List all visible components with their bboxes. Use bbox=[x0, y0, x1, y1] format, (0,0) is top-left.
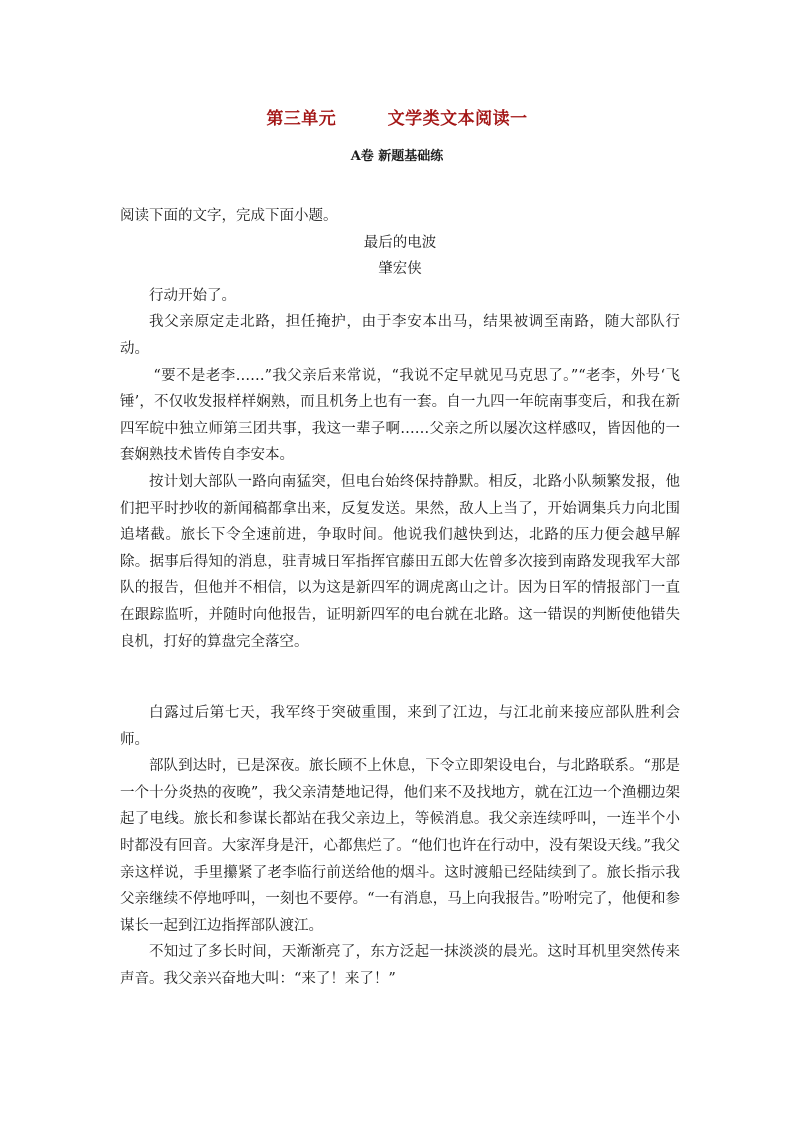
section-subtitle: A卷 新题基础练 bbox=[350, 149, 444, 164]
paragraph: 部队到达时，已是深夜。旅长顾不上休息，下令立即架设电台，与北路联系。“那是一个十分炎热的夜晚”，我父亲清楚地记得，他们来不及找地方，就在江边一个渔棚边架起了电线。旅长和参谋长都站在我父亲边上，等候消息。我父亲连续呼叫，一连半个小时都没有回音。大家浑身是汗，心都焦烂了。“他们也许在行动中，没有架设天线。”我父亲这样说，手里攥紧了老李临行前送给他的烟斗。这时渡船已经陆续到了。旅长指示我父亲继续不停地呼叫，一刻也不要停。“一有消息，马上向我报告。”吩咐完了，他便和参谋长一起到江边指挥部队渡江。 bbox=[120, 758, 680, 934]
passage-part-2 bbox=[120, 700, 680, 993]
reading-instruction: 阅读下面的文字，完成下面小题。 bbox=[120, 208, 338, 224]
paragraph: 白露过后第七天，我军终于突破重围，来到了江边，与江北前来接应部队胜利会师。 bbox=[120, 705, 680, 748]
story-title: 最后的电波 bbox=[363, 234, 437, 251]
passage-part-1 bbox=[120, 203, 680, 655]
paragraph: 按计划大部队一路向南猛突，但电台始终保持静默。相反，北路小队频繁发报，他们把平时抄收的新闻稿都拿出来，反复发送。果然，敌人上当了，开始调集兵力向北围追堵截。旅长下令全速前进，争取时间。他说我们越快到达，北路的压力便会越早解除。据事后得知的消息，驻青城日军指挥官藤田五郎大佐曾多次接到南路发现我军大部队的报告，但他并不相信，以为这是新四军的调虎离山之计。因为日军的情报部门一直在跟踪监听，并随时向他报告，证明新四军的电台就在北路。这一错误的判断使他错失良机，打好的算盘完全落空。 bbox=[120, 473, 680, 650]
paragraph: 不知过了多长时间，天渐渐亮了，东方泛起一抹淡淡的晨光。这时耳机里突然传来声音。我父亲兴奋地大叫：“来了！来了！” bbox=[120, 944, 680, 987]
paragraph: 我父亲原定走北路，担任掩护，由于李安本出马，结果被调至南路，随大部队行动。 bbox=[120, 314, 680, 357]
unit-title: 第三单元 文学类文本阅读一 bbox=[266, 109, 528, 129]
paragraph: 行动开始了。 bbox=[149, 287, 236, 304]
story-author: 肇宏侠 bbox=[378, 261, 422, 278]
paragraph: “要不是老李……”我父亲后来常说，“我说不定早就见马克思了。”“老李，外号‘飞锤’，不仅收发报样样娴熟，而且机务上也有一套。自一九四一年皖南事变后，和我在新四军皖中独立师第三团共事，我这一辈子啊……父亲之所以屡次这样感叹，皆因他的一套娴熟技术皆传自李安本。 bbox=[120, 367, 680, 464]
